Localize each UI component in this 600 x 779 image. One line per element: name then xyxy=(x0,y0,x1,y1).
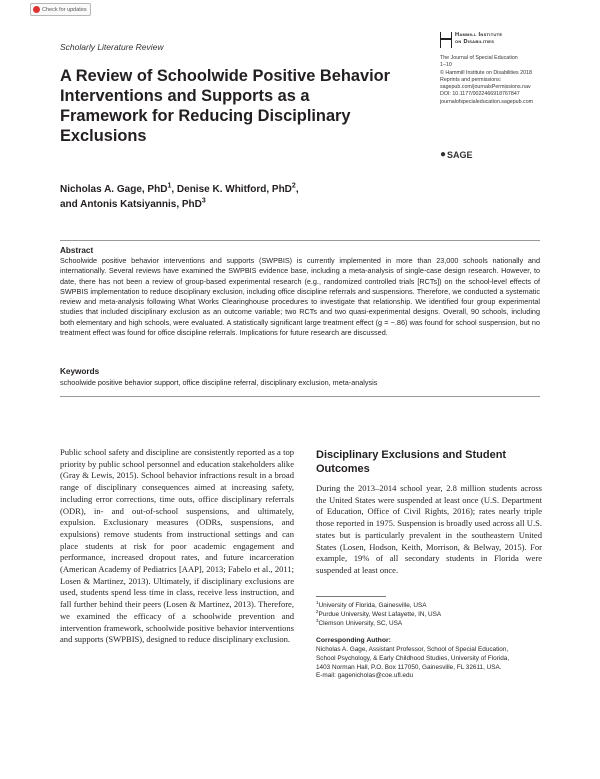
affiliation-text: Purdue University, West Lafayette, IN, USA xyxy=(318,610,442,618)
affiliation-text: University of Florida, Gainesville, USA xyxy=(318,602,427,609)
author-name: and Antonis Katsiyannis, PhD xyxy=(60,199,202,210)
doi[interactable]: DOI: 10.1177/0022466918767847 xyxy=(440,91,520,98)
corresponding-line: Nicholas A. Gage, Assistant Professor, School of Special Education, xyxy=(316,646,509,653)
author-name: Denise K. Whitford, PhD xyxy=(176,184,292,195)
keywords-bottom-rule xyxy=(60,396,540,397)
author-affiliation-mark: 2 xyxy=(291,182,296,190)
corresponding-author-heading: Corresponding Author: xyxy=(316,637,391,644)
check-for-updates-label: Check for updates xyxy=(42,6,87,13)
section-heading: Disciplinary Exclusions and Student Outcomes xyxy=(316,449,507,475)
corresponding-line: School Psychology, & Early Childhood Studies, University of Florida, xyxy=(316,654,510,662)
hammill-logo-icon xyxy=(440,32,452,48)
check-for-updates-badge[interactable] xyxy=(30,3,91,16)
reprints-label: Reprints and permissions: xyxy=(440,76,502,83)
affiliation-item xyxy=(316,617,546,629)
keywords-heading: Keywords xyxy=(60,367,100,376)
author-name: Nicholas A. Gage, PhD xyxy=(60,184,168,195)
corresponding-email[interactable]: E-mail: gagenicholas@coe.ufl.edu xyxy=(316,672,414,680)
affiliations xyxy=(316,599,546,628)
author-affiliation-mark: 3 xyxy=(201,197,206,205)
affiliation-text: Clemson University, SC, USA xyxy=(318,619,403,627)
corresponding-author-details xyxy=(316,646,550,681)
journal-meta xyxy=(440,55,580,106)
affiliation-mark: 3 xyxy=(316,617,319,623)
journal-name: The Journal of Special Education xyxy=(440,55,518,61)
publisher-name-line2: on Disabilities xyxy=(455,39,495,45)
page-range: 1–10 xyxy=(440,62,452,69)
affiliation-mark: 1 xyxy=(316,599,319,605)
publisher-logo xyxy=(440,32,502,48)
author-separator: , xyxy=(295,184,299,195)
author-list xyxy=(60,182,400,212)
footnote-rule xyxy=(316,596,386,597)
section-label: Scholarly Literature Review xyxy=(60,42,164,52)
sage-logo xyxy=(440,149,473,160)
abstract-heading: Abstract xyxy=(60,246,94,255)
author-separator: , xyxy=(171,184,177,195)
sage-icon: ● xyxy=(440,149,447,160)
abstract-text: Schoolwide positive behavior interventions and supports (SWPBIS) is currently implemented in more than 23,000 schools nationally and internationally. Several reviews have examined the SWPBIS evidence base, including a meta-analysis of single-case design research. However, to date, there has not been a review of group-based experimental research (e.g., randomized controlled trials [RCTs]) on the school-level effects of SWPBIS implementation to reduce disciplinary exclusion, including office discipline referrals and suspensions. Therefore, we conducted a systematic review and meta-analysis following What Works Clearinghouse procedures to investigate that relationship. We identified four group experimental studies that included disciplinary exclusion as an outcome variable; two RCTs and two quasi-experimental designs. Overall, 90 schools, including both elementary and high schools, were evaluated. A statistically significant large treatment effect (g = −.86) was found for school suspension, but no treatment effect was found for office discipline referrals. Implications for future research are discussed. xyxy=(60,256,540,338)
sage-label: SAGE xyxy=(447,149,473,160)
author-affiliation-mark: 1 xyxy=(167,182,172,190)
updates-icon xyxy=(33,6,40,13)
section-paragraph: During the 2013–2014 school year, 2.8 million students across the United States were suspended at least once (U.S. Department of Education, Office of Civil Rights, 2016); rates nearly triple those reported in 1975. Suspension is broadly used across all U.S. states but is particularly prevalent in the southeastern United States (Losen, Hodson, Keith, Morrison, & Belway, 2015). For example, 19% of all secondary students in Florida were suspended at least once. xyxy=(316,483,542,575)
publisher-name-line1: Hammill Institute xyxy=(455,32,503,38)
affiliation-item xyxy=(316,599,546,611)
abstract-top-rule xyxy=(60,240,540,241)
journal-url[interactable]: journalofspecialeducation.sagepub.com xyxy=(440,98,534,105)
intro-paragraph: Public school safety and discipline are consistently reported as a top priority by public school personnel and education stakeholders alike (Gray & Lewis, 2015). School behavior infractions result in a broad range of disciplinary consequences aimed at increasing safety, including error corrections, time outs, office disciplinary referrals (ODR), in- and out-of-school suspensions, and ultimately, expulsion. Exclusionary measures (ODRs, suspensions, and expulsions) remove students from instructional settings and can place students at risk for poor academic engagement and performance, increased dropout rates, and future incarceration (American Academy of Pediatrics [AAP], 2013; Fabelo et al., 2011; Losen & Martinez, 2013). Ultimately, if disciplinary exclusions are used, students spend less time in class, receive less instruction, and fall further behind their peers (Losen & Martinez, 2013). Therefore, we examined the efficacy of a schoolwide prevention and intervention framework, schoolwide positive behavior interventions and supports (SWPBIS), designed to reduce disciplinary exclusion. xyxy=(60,447,294,645)
permissions-link[interactable]: sagepub.com/journalsPermissions.nav xyxy=(440,84,531,91)
copyright: © Hammill Institute on Disabilities 2018 xyxy=(440,69,532,76)
affiliation-mark: 2 xyxy=(316,608,319,614)
corresponding-line: 1403 Norman Hall, P.O. Box 117050, Gainesville, FL 32611, USA. xyxy=(316,663,502,671)
article-title: A Review of Schoolwide Positive Behavior Interventions and Supports as a Framework for Reducing Disciplinary Exclusions xyxy=(60,67,391,145)
keywords-text: schoolwide positive behavior support, office discipline referral, disciplinary exclusion, meta-analysis xyxy=(60,378,378,387)
